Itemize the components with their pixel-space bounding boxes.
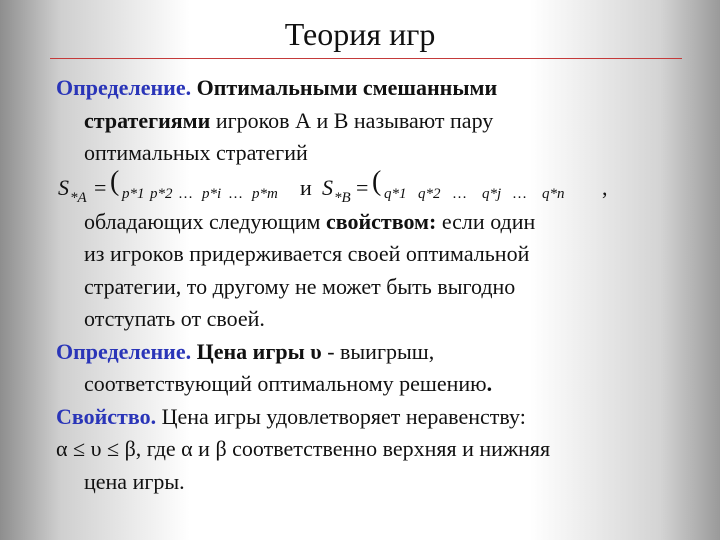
definition-1-cont-line-2: из игроков придерживается своей оптимальной — [84, 241, 530, 266]
formula-comma: , — [602, 174, 608, 200]
formula-sb: S — [322, 174, 333, 200]
definition-1-cont-text-a: обладающих следующим — [84, 208, 326, 234]
property-word: свойством: — [325, 208, 437, 234]
definition-2-line-1 — [56, 336, 680, 369]
formula-dots-2: … — [228, 185, 243, 202]
definition-2-term: Определение. — [56, 338, 192, 364]
formula-dots-3: … — [452, 185, 467, 202]
definition-2-line-2 — [56, 368, 680, 401]
formula-and: и — [300, 174, 312, 200]
property-text: Цена игры удовлетворяет неравенству: — [156, 403, 526, 429]
formula-q2: q*2 — [418, 185, 441, 202]
property-term: Свойство. — [56, 403, 157, 429]
definition-1-cont-line-4: отступать от своей. — [84, 306, 265, 331]
definition-1-bold: Оптимальными смешанными — [196, 75, 498, 100]
formula-p1: p*1 — [122, 185, 145, 202]
formula-q1: q*1 — [384, 185, 407, 202]
formula-sa: S — [58, 174, 69, 200]
property-line-1 — [56, 401, 680, 434]
formula-dots-1: … — [178, 185, 193, 202]
slide-body — [56, 72, 680, 498]
optimal-strategies-formula — [56, 165, 680, 206]
definition-2-period: . — [486, 371, 493, 396]
definition-1-cont-text-c: если один — [436, 208, 536, 234]
formula-p2: p*2 — [150, 185, 173, 202]
definition-2-bold: Цена игры υ — [196, 338, 322, 364]
definition-1-term: Определение. — [56, 75, 192, 100]
slide-title: Теория игр — [284, 16, 436, 52]
definition-1-line-2-bold: стратегиями — [84, 107, 211, 133]
formula-open-paren-1: ( — [110, 165, 120, 197]
property-line-3: цена игры. — [84, 468, 185, 494]
title-divider — [50, 58, 682, 59]
definition-1-line-2 — [56, 105, 680, 138]
property-line-2: α ≤ υ ≤ β, где α и β соответственно верхняя и нижняя — [56, 436, 551, 461]
formula-qn: q*n — [542, 185, 565, 202]
formula-pi: p*i — [202, 185, 222, 202]
definition-1-line-3: оптимальных стратегий — [84, 140, 308, 165]
definition-2-text: - выигрыш, — [321, 338, 435, 364]
formula-qj: q*j — [482, 185, 502, 202]
definition-1-line-2-text: игроков А и В называют пару — [210, 107, 494, 133]
formula-eq-2: = — [356, 174, 369, 200]
definition-1-cont-line-3: стратегии, то другому не может быть выгодно — [84, 273, 516, 299]
formula-eq-1: = — [94, 174, 107, 200]
formula-open-paren-2: ( — [372, 165, 382, 197]
formula-pm: p*m — [252, 185, 278, 202]
formula-sb-sub: *B — [334, 189, 351, 206]
definition-2-line-2-text: соответствующий оптимальному решению — [84, 371, 487, 396]
formula-dots-4: … — [512, 185, 527, 202]
definition-1-cont-line-1 — [56, 206, 680, 239]
formula-sa-sub: *A — [70, 189, 87, 206]
definition-1-line-1 — [56, 72, 680, 105]
